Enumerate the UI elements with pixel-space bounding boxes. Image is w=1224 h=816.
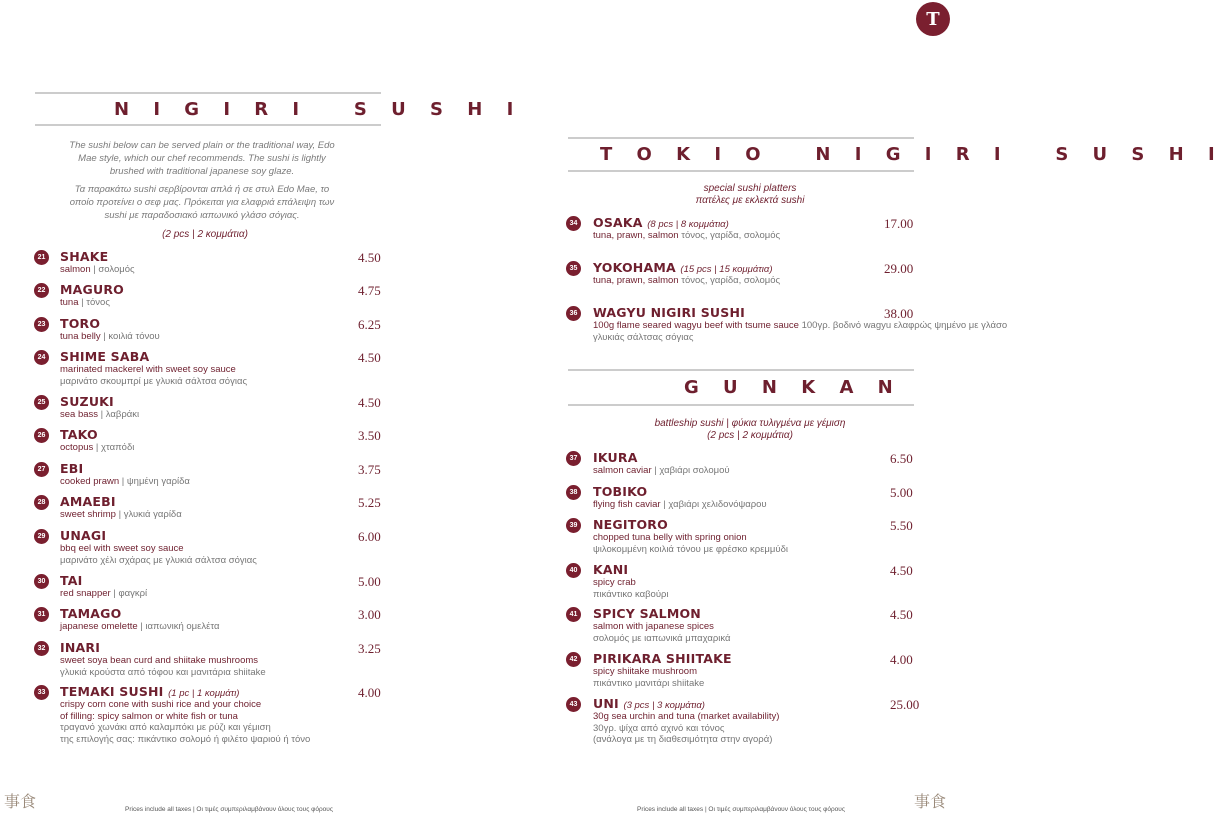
item-description-gr-2: γλυκιάς σάλτσας σόγιας xyxy=(593,331,694,343)
item-number-badge: 23 xyxy=(34,317,49,332)
item-number-badge: 22 xyxy=(34,283,49,298)
item-price: 4.00 xyxy=(890,652,913,667)
item-description xyxy=(593,532,788,555)
item-description xyxy=(593,230,780,242)
item-description-gr: | ψημένη γαρίδα xyxy=(121,476,190,487)
item-name xyxy=(60,684,239,699)
item-name xyxy=(593,215,729,230)
item-number-badge: 31 xyxy=(34,607,49,622)
item-name xyxy=(60,640,100,655)
item-name-text: TAI xyxy=(60,573,83,588)
item-portion-note: (8 pcs | 8 κομμάτια) xyxy=(647,219,729,230)
item-description-line xyxy=(60,588,147,600)
left-intro-gr: Τα παρακάτω sushi σερβίρονται απλά ή σε στυλ Edo Mae, το οποίο προτείνει ο σεφ μας. Πρόκειται για ελαφριά επάλειψη των sushi με παραδοσιακό ιαπωνικό γλάσο σόγιας. xyxy=(69,184,335,221)
left-portion: (2 pcs | 2 κομμάτια) xyxy=(162,229,248,240)
item-description-gr-2: σολομός με ιαπωνικά μπαχαρικά xyxy=(593,632,731,644)
item-description-gr: | χταπόδι xyxy=(95,442,135,453)
item-name-text: UNAGI xyxy=(60,528,107,543)
item-name xyxy=(593,651,732,666)
item-name xyxy=(60,282,124,297)
item-description-en: spicy shiitake mushroom xyxy=(593,666,698,677)
left-footer-kanji: 事食 xyxy=(4,792,37,811)
item-price: 4.00 xyxy=(358,685,381,700)
right-top-rule xyxy=(568,137,914,139)
item-name-text: TAMAGO xyxy=(60,606,122,621)
item-description-gr: τόνος, γαρίδα, σολομός xyxy=(681,275,781,286)
item-description-line xyxy=(593,465,730,477)
item-description-en: 100g flame seared wagyu beef with tsume sauce xyxy=(593,320,799,331)
item-description xyxy=(593,621,731,644)
item-description-en: cooked prawn xyxy=(60,476,120,487)
item-portion-note: (1 pc | 1 κομμάτι) xyxy=(168,688,240,699)
item-description-gr: | χαβιάρι σολομού xyxy=(654,465,730,476)
item-description-line xyxy=(60,655,266,667)
item-description-line xyxy=(60,476,190,488)
item-name-text: TORO xyxy=(60,316,101,331)
item-description-line xyxy=(60,543,257,555)
right-bottom-rule xyxy=(568,170,914,172)
item-description-line xyxy=(593,621,731,633)
item-description xyxy=(60,264,135,276)
item-description-gr-2: μαρινάτο χέλι σχάρας με γλυκιά σάλτσα σόγιας xyxy=(60,554,257,566)
item-description xyxy=(60,476,190,488)
item-number-badge: 39 xyxy=(566,518,581,533)
item-description-gr: | κοιλιά τόνου xyxy=(103,331,160,342)
item-description-line xyxy=(60,331,160,343)
item-price: 4.50 xyxy=(358,395,381,410)
gunkan-bottom-rule xyxy=(568,404,914,406)
item-number-badge: 32 xyxy=(34,641,49,656)
item-name-text: YOKOHAMA xyxy=(593,260,676,275)
item-description xyxy=(60,331,160,343)
item-description-gr-2: μαρινάτο σκουμπρί με γλυκιά σάλτσα σόγιας xyxy=(60,375,248,387)
item-description-en: spicy crab xyxy=(593,577,636,588)
item-number-badge: 27 xyxy=(34,462,49,477)
item-description xyxy=(593,711,779,746)
item-description xyxy=(593,499,767,511)
item-price: 4.50 xyxy=(890,607,913,622)
item-name-text: NEGITORO xyxy=(593,517,668,532)
item-number-badge: 25 xyxy=(34,395,49,410)
left-top-rule xyxy=(35,92,381,94)
item-price: 25.00 xyxy=(890,697,920,712)
item-description-line xyxy=(60,442,134,454)
item-name-text: UNI xyxy=(593,696,619,711)
item-number-badge: 33 xyxy=(34,685,49,700)
item-description-en: tuna xyxy=(60,297,79,308)
item-description-gr: | ιαπωνική ομελέτα xyxy=(140,621,220,632)
item-name xyxy=(60,249,108,264)
item-description-line xyxy=(60,264,135,276)
right-footer-prices xyxy=(637,806,845,813)
item-price: 6.50 xyxy=(890,451,913,466)
item-description xyxy=(60,543,257,566)
item-price: 4.50 xyxy=(358,250,381,265)
item-price: 4.50 xyxy=(890,563,913,578)
item-name xyxy=(60,316,100,331)
item-name xyxy=(593,562,628,577)
item-name-text: SHAKE xyxy=(60,249,109,264)
item-description-gr-3: (ανάλογα με τη διαθεσιμότητα στην αγορά) xyxy=(593,734,773,745)
item-description-gr-2: πικάντικο μανιτάρι shiitake xyxy=(593,677,705,689)
item-description-gr: | σολομός xyxy=(93,264,135,275)
item-description xyxy=(60,442,134,454)
right-section-title: T O K I O N I G I R I S U S H I xyxy=(600,144,1224,165)
item-description-en: tuna, prawn, salmon xyxy=(593,275,679,286)
item-description xyxy=(60,621,219,633)
item-description-en: sweet shrimp xyxy=(60,509,116,520)
item-name xyxy=(60,394,114,409)
item-description-en: tuna belly xyxy=(60,331,101,342)
item-name xyxy=(60,606,121,621)
item-description-line xyxy=(593,230,780,242)
item-name-text: TEMAKI SUSHI xyxy=(60,684,164,699)
item-description-en: flying fish caviar xyxy=(593,499,661,510)
item-price: 4.75 xyxy=(358,283,381,298)
item-name-text: WAGYU NIGIRI SUSHI xyxy=(593,305,745,320)
item-price: 6.25 xyxy=(358,317,381,332)
item-name-text: TOBIKO xyxy=(593,484,648,499)
item-name xyxy=(593,696,705,711)
item-description-en: red snapper xyxy=(60,588,111,599)
item-description-en: sweet soya bean curd and shiitake mushrooms xyxy=(60,655,259,666)
item-portion-note: (3 pcs | 3 κομμάτια) xyxy=(623,700,705,711)
item-name-text: SUZUKI xyxy=(60,394,114,409)
item-number-badge: 43 xyxy=(566,697,581,712)
item-description-line xyxy=(593,320,1007,332)
item-name-text: EBI xyxy=(60,461,84,476)
item-description xyxy=(60,297,110,309)
logo: T xyxy=(916,2,950,36)
item-description xyxy=(593,577,669,600)
item-description-line xyxy=(593,532,788,544)
left-footer-prices xyxy=(125,806,333,813)
item-number-badge: 26 xyxy=(34,428,49,443)
item-description-en: bbq eel with sweet soy sauce xyxy=(60,543,184,554)
item-description-gr: | τόνος xyxy=(81,297,110,308)
gunkan-top-rule xyxy=(568,369,914,371)
item-description-en: chopped tuna belly with spring onion xyxy=(593,532,747,543)
item-price: 17.00 xyxy=(884,216,914,231)
item-description-line xyxy=(60,409,139,421)
item-description-en: salmon with japanese spices xyxy=(593,621,714,632)
item-description-line xyxy=(593,577,669,589)
item-name xyxy=(60,349,149,364)
item-description-line xyxy=(60,297,110,309)
item-description xyxy=(60,409,139,421)
item-name-text: INARI xyxy=(60,640,101,655)
item-description xyxy=(60,588,147,600)
item-description-gr: 100γρ. βοδινό wagyu ελαφρώς ψημένο με γλάσο xyxy=(801,320,1008,331)
item-description xyxy=(593,465,730,477)
left-intro-en: The sushi below can be served plain or the traditional way, Edo Mae style, which our chef recommends. The sushi is lightly brushed with traditional japanese soy glaze. xyxy=(69,140,335,177)
item-number-badge: 36 xyxy=(566,306,581,321)
item-number-badge: 37 xyxy=(566,451,581,466)
item-description-gr: | γλυκιά γαρίδα xyxy=(118,509,182,520)
item-price: 3.50 xyxy=(358,428,381,443)
item-name-text: OSAKA xyxy=(593,215,643,230)
item-number-badge: 42 xyxy=(566,652,581,667)
left-footer-prices-gr: | Οι τιμές συμπεριλαμβάνουν όλους τους φόρους xyxy=(192,806,333,813)
item-description xyxy=(60,699,310,745)
item-name-text: SHIME SABA xyxy=(60,349,150,364)
item-description xyxy=(60,655,266,678)
item-name xyxy=(593,305,745,320)
item-price: 3.00 xyxy=(358,607,381,622)
item-description-gr-2: ψιλοκομμένη κοιλιά τόνου με φρέσκο κρεμμύδι xyxy=(593,543,788,555)
item-name-text: TAKO xyxy=(60,427,98,442)
item-description-line xyxy=(60,509,182,521)
item-description-en: salmon xyxy=(60,264,91,275)
item-name-text: SPICY SALMON xyxy=(593,606,701,621)
item-description-en: crispy corn cone with sushi rice and your choice xyxy=(60,699,262,710)
item-price: 3.75 xyxy=(358,462,381,477)
item-description-line xyxy=(593,711,779,723)
item-description-line xyxy=(60,621,219,633)
gunkan-portion: (2 pcs | 2 κομμάτια) xyxy=(707,430,793,441)
item-name xyxy=(593,517,668,532)
item-price: 29.00 xyxy=(884,261,914,276)
item-name xyxy=(60,427,98,442)
item-description-en-2: of filling: spicy salmon or white fish or tuna xyxy=(60,710,238,722)
item-name xyxy=(60,494,116,509)
item-name-text: AMAEBI xyxy=(60,494,116,509)
item-number-badge: 38 xyxy=(566,485,581,500)
item-price: 6.00 xyxy=(358,529,381,544)
item-number-badge: 28 xyxy=(34,495,49,510)
item-description-en: salmon caviar xyxy=(593,465,652,476)
item-description-gr: τόνος, γαρίδα, σολομός xyxy=(681,230,781,241)
item-name xyxy=(60,573,82,588)
right-subtitle-gr: πατέλες με εκλεκτά sushi xyxy=(695,195,805,206)
item-description-line xyxy=(593,275,780,287)
item-description-en: sea bass xyxy=(60,409,99,420)
item-name xyxy=(593,450,638,465)
item-portion-note: (15 pcs | 15 κομμάτια) xyxy=(680,264,773,275)
item-description-gr-2: 30γρ. ψίχα από αχινό και τόνος xyxy=(593,722,725,734)
item-name-text: KANI xyxy=(593,562,629,577)
item-description-gr-3: της επιλογής σας: πικάντικο σολομό ή φιλέτο ψαριού ή τόνο xyxy=(60,733,311,745)
item-price: 4.50 xyxy=(358,350,381,365)
item-description-line xyxy=(593,499,767,511)
right-footer-prices-gr: | Οι τιμές συμπεριλαμβάνουν όλους τους φόρους xyxy=(704,806,845,813)
item-description xyxy=(593,666,704,689)
item-description-gr-2: πικάντικο καβούρι xyxy=(593,588,669,600)
item-price: 5.50 xyxy=(890,518,913,533)
right-subtitle-en: special sushi platters xyxy=(703,183,797,194)
item-name xyxy=(593,484,647,499)
item-name-text: PIRIKARA SHIITAKE xyxy=(593,651,732,666)
item-number-badge: 29 xyxy=(34,529,49,544)
left-footer-prices-en: Prices include all taxes xyxy=(125,806,192,813)
item-number-badge: 34 xyxy=(566,216,581,231)
right-footer-prices-en: Prices include all taxes xyxy=(637,806,704,813)
left-section-title: N I G I R I S U S H I xyxy=(114,99,523,120)
item-description xyxy=(593,275,780,287)
item-price: 5.00 xyxy=(890,485,913,500)
item-number-badge: 30 xyxy=(34,574,49,589)
item-name xyxy=(593,606,701,621)
item-number-badge: 35 xyxy=(566,261,581,276)
right-footer-kanji: 事食 xyxy=(913,792,946,811)
item-description-line xyxy=(60,364,247,376)
item-description-gr-2: τραγανό χωνάκι από καλαμπόκι με ρύζι και γέμιση xyxy=(60,722,271,733)
item-number-badge: 24 xyxy=(34,350,49,365)
item-description xyxy=(60,364,247,387)
item-price: 3.25 xyxy=(358,641,381,656)
item-name-text: MAGURO xyxy=(60,282,124,297)
item-number-badge: 41 xyxy=(566,607,581,622)
item-description-en: tuna, prawn, salmon xyxy=(593,230,679,241)
item-price: 5.25 xyxy=(358,495,381,510)
item-description xyxy=(593,320,1007,343)
item-name-text: IKURA xyxy=(593,450,638,465)
gunkan-section-title: G U N K A N xyxy=(684,377,902,398)
item-description-en: marinated mackerel with sweet soy sauce xyxy=(60,364,236,375)
item-description-gr: | λαβράκι xyxy=(100,409,140,420)
item-description-gr-2: γλυκιά κρούστα από τόφου και μανιτάρια shiitake xyxy=(60,666,266,678)
item-description-en: japanese omelette xyxy=(60,621,138,632)
item-number-badge: 40 xyxy=(566,563,581,578)
item-description-line xyxy=(593,666,704,678)
item-name xyxy=(60,528,106,543)
item-description-en: octopus xyxy=(60,442,94,453)
item-description-en: 30g sea urchin and tuna (market availability) xyxy=(593,711,780,722)
item-price: 5.00 xyxy=(358,574,381,589)
item-name xyxy=(593,260,773,275)
item-description-gr: | χαβιάρι χελιδονόψαρου xyxy=(663,499,767,510)
gunkan-subtitle: battleship sushi | φύκια τυλιγμένα με γέμιση xyxy=(654,418,846,429)
item-number-badge: 21 xyxy=(34,250,49,265)
item-description-gr: | φαγκρί xyxy=(113,588,148,599)
item-description xyxy=(60,509,182,521)
item-name xyxy=(60,461,83,476)
item-price: 38.00 xyxy=(884,306,914,321)
item-description-line xyxy=(60,699,310,711)
left-bottom-rule xyxy=(35,124,381,126)
